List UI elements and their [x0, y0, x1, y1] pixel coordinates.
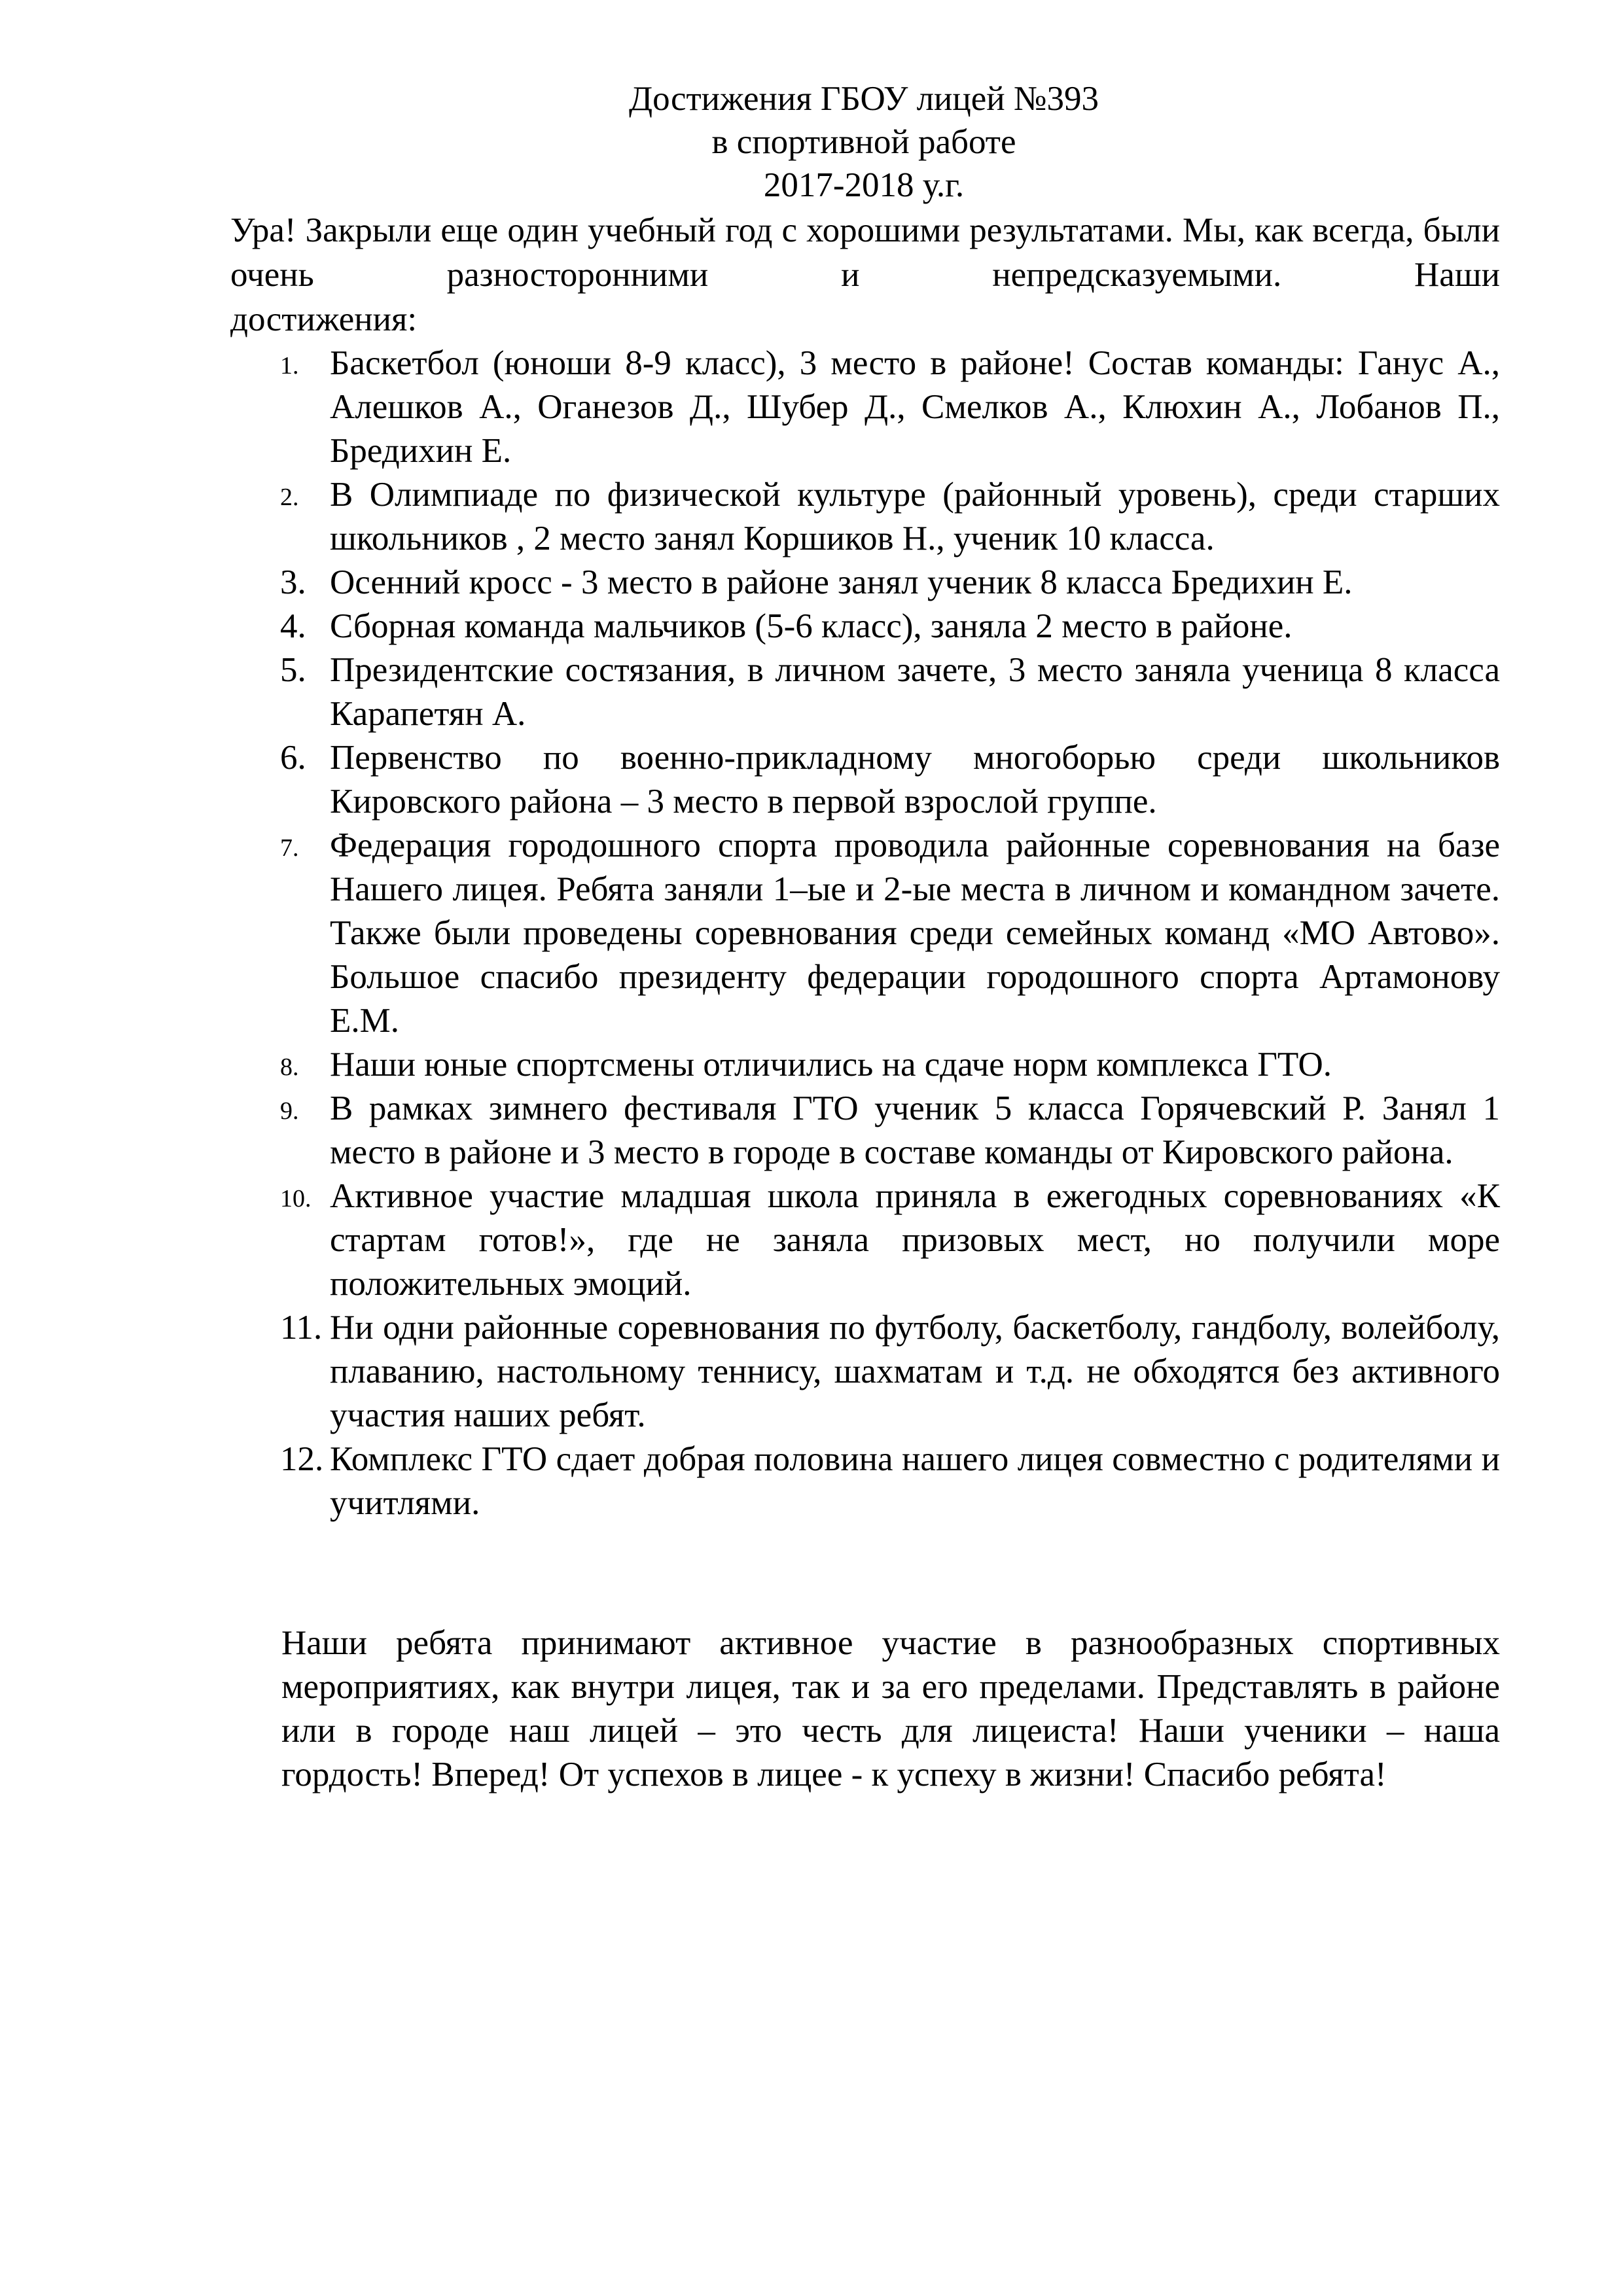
list-item-number: 3. — [280, 563, 306, 601]
list-item-number: 10. — [280, 1185, 312, 1212]
closing-paragraph: Наши ребята принимают активное участие в разнообразных спортивных мероприятиях, как внутри лицея, так и за его пределами. Представлять в районе или в городе наш лицей – это честь для лицеиста! Наши ученики – наша гордость! Вперед! От успехов в лицее - к успеху в жизни! Спасибо ребята! — [281, 1624, 1500, 1793]
list-item — [230, 1174, 1500, 1306]
achievements-list — [230, 342, 1500, 1525]
list-item — [230, 1438, 1500, 1525]
list-item-number: 7. — [280, 834, 299, 862]
list-item-text: Президентские состязания, в личном зачете, 3 место заняла ученица 8 класса Карапетян А. — [330, 651, 1500, 733]
list-item-text: Сборная команда мальчиков (5-6 класс), заняла 2 место в районе. — [330, 607, 1293, 645]
list-item — [230, 605, 1500, 648]
list-item — [230, 648, 1500, 736]
list-item — [230, 1306, 1500, 1438]
list-item-number: 2. — [280, 484, 299, 511]
list-item-text: Ни одни районные соревнования по футболу, баскетболу, гандболу, волейболу, плаванию, настольному теннису, шахматам и т.д. не обходятся без активного участия наших ребят. — [330, 1309, 1500, 1434]
list-item — [230, 736, 1500, 824]
list-item-text: Осенний кросс - 3 место в районе занял ученик 8 класса Бредихин Е. — [330, 563, 1353, 601]
list-item-text: В рамках зимнего фестиваля ГТО ученик 5 класса Горячевский Р. Занял 1 место в районе и 3 место в городе в составе команды от Кировского района. — [330, 1089, 1500, 1171]
list-item-text: Активное участие младшая школа приняла в ежегодных соревнованиях «К стартам готов!», где не заняла призовых мест, но получили море положительных эмоций. — [330, 1177, 1500, 1303]
list-item — [230, 561, 1500, 605]
list-item — [230, 1087, 1500, 1174]
list-item — [230, 1043, 1500, 1087]
title-line-1: Достижения ГБОУ лицей №393 — [629, 80, 1099, 118]
list-item-text: Первенство по военно-прикладному многоборью среди школьников Кировского района – 3 место в первой взрослой группе. — [330, 739, 1500, 821]
list-item-text: Баскетбол (юноши 8-9 класс), 3 место в районе! Состав команды: Ганус А., Алешков А., Оганезов Д., Шубер Д., Смелков А., Клюхин А., Лобанов П., Бредихин Е. — [330, 344, 1500, 470]
list-item-number: 11. — [280, 1309, 323, 1347]
list-item-number: 5. — [280, 651, 306, 689]
list-item-number: 8. — [280, 1053, 299, 1081]
list-item — [230, 824, 1500, 1043]
list-item-number: 9. — [280, 1097, 299, 1125]
list-item — [230, 473, 1500, 561]
title-line-2: в спортивной работе — [711, 123, 1016, 161]
list-item-text: Федерация городошного спорта проводила районные соревнования на базе Нашего лицея. Ребята заняли 1–ые и 2-ые места в личном и командном зачете. Также были проведены соревнования среди семейных команд «МО Автово». Большое спасибо президенту федерации городошного спорта Артамонову Е.М. — [330, 826, 1500, 1040]
title-line-3: 2017-2018 у.г. — [763, 166, 965, 204]
list-item-number: 4. — [280, 607, 306, 645]
list-item-text: В Олимпиаде по физической культуре (районный уровень), среди старших школьников , 2 место занял Коршиков Н., ученик 10 класса. — [330, 476, 1500, 557]
intro-paragraph-end: достижения: — [230, 300, 418, 338]
list-item — [230, 342, 1500, 473]
document-title — [0, 77, 1623, 207]
list-item-number: 1. — [280, 352, 299, 380]
intro-paragraph: Ура! Закрыли еще один учебный год с хорошими результатами. Мы, как всегда, были очень разносторонними и непредсказуемыми. Наши — [230, 211, 1500, 294]
list-item-text: Комплекс ГТО сдает добрая половина нашего лицея совместно с родителями и учитлями. — [330, 1440, 1500, 1522]
list-item-text: Наши юные спортсмены отличились на сдаче норм комплекса ГТО. — [330, 1046, 1332, 1084]
list-item-number: 6. — [280, 739, 306, 777]
list-item-number: 12. — [280, 1440, 324, 1478]
